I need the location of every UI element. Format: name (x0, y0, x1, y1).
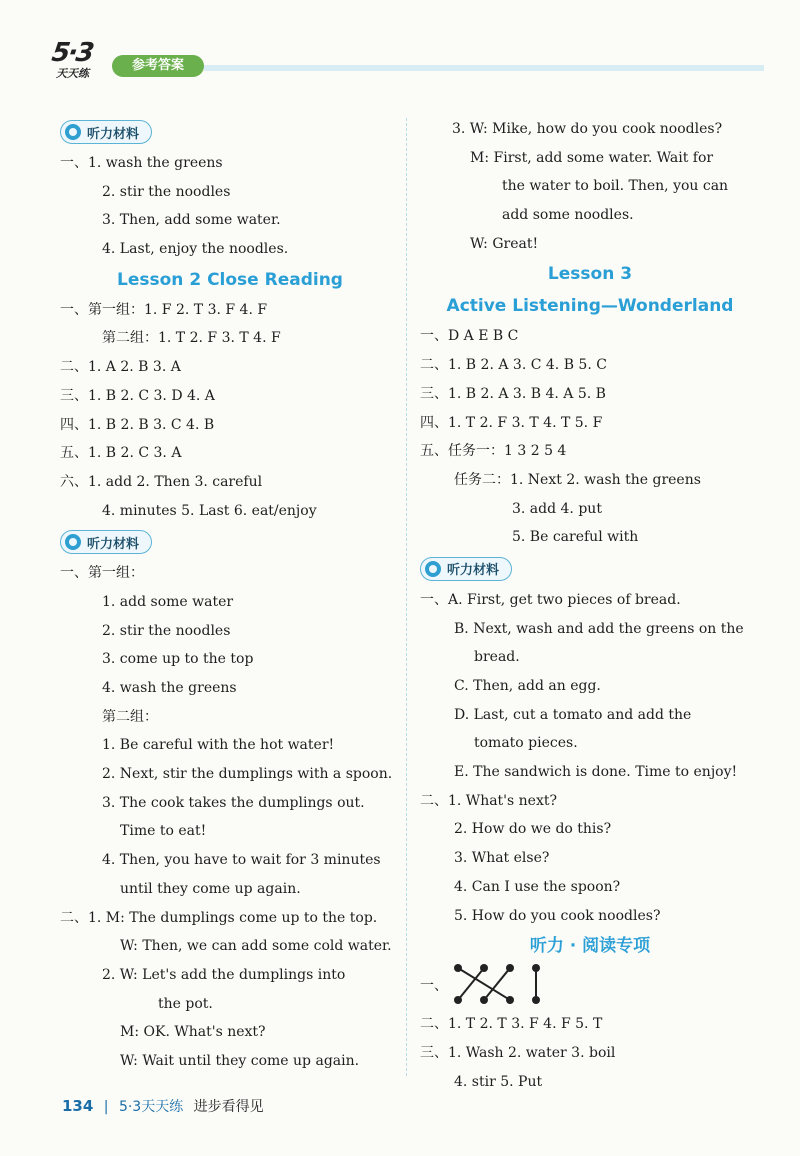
answer-line: Time to eat! (120, 823, 207, 840)
matching-answer (420, 962, 760, 1010)
matching-line (484, 968, 510, 1000)
answer-line: 任务二：1. Next 2. wash the greens (454, 471, 701, 488)
answer-line: 4. Can I use the spoon? (454, 878, 621, 895)
answer-line: 第二组：1. T 2. F 3. T 4. F (102, 330, 281, 347)
answer-line: D. Last, cut a tomato and add the (454, 706, 692, 723)
answer-line: M: First, add some water. Wait for (470, 149, 714, 166)
matching-dot (506, 996, 514, 1004)
page-number: 134 (62, 1097, 94, 1115)
matching-line (458, 968, 510, 1000)
answer-line: tomato pieces. (474, 735, 578, 752)
answer-line: 三、1. B 2. A 3. B 4. A 5. B (420, 385, 606, 402)
answer-line: C. Then, add an egg. (454, 678, 601, 694)
badge-label: 听力材料 (87, 126, 140, 142)
answer-line: 五、任务一：1 3 2 5 4 (420, 443, 567, 460)
footer-separator: | (103, 1099, 109, 1115)
answer-line: 四、1. T 2. F 3. T 4. T 5. F (420, 414, 603, 431)
answer-line: 一、D A E B C (420, 328, 519, 345)
answer-line: 五、1. B 2. C 3. A (60, 445, 182, 462)
answer-line: 2. stir the noodles (102, 183, 231, 200)
matching-line (458, 968, 484, 1000)
matching-lines-diagram (452, 962, 552, 1008)
answer-line: 3. Then, add some water. (102, 212, 281, 229)
listening-material-badge (420, 554, 760, 582)
answer-line: 二、1. A 2. B 3. A (60, 359, 181, 376)
section-title: 听力 · 阅读专项 (529, 936, 651, 957)
answer-line: 三、1. Wash 2. water 3. boil (420, 1044, 616, 1061)
matching-dot (532, 996, 540, 1004)
answer-line: 4. wash the greens (102, 680, 237, 696)
series-slogan: 进步看得见 (193, 1099, 264, 1115)
answer-line: 4. minutes 5. Last 6. eat/enjoy (102, 502, 317, 519)
listening-material-badge (60, 117, 400, 145)
answer-line: 一、第一组：1. F 2. T 3. F 4. F (60, 301, 268, 318)
answer-line: 2. stir the noodles (102, 622, 231, 639)
headphones-icon (65, 534, 81, 550)
answer-line: 3. add 4. put (512, 500, 602, 517)
answer-line: 二、1. T 2. T 3. F 4. F 5. T (420, 1016, 603, 1033)
badge-label: 听力材料 (447, 563, 500, 579)
series-name: 5·3天天练 (118, 1099, 184, 1115)
matching-dot (506, 964, 514, 972)
answer-line: until they come up again. (120, 880, 301, 897)
answer-line: 4. Then, you have to wait for 3 minutes (102, 852, 381, 869)
answer-line: 四、1. B 2. B 3. C 4. B (60, 416, 215, 433)
answer-line: 2. Next, stir the dumplings with a spoon. (102, 766, 393, 783)
listening-material-badge (60, 527, 400, 555)
answer-line: 5. Be careful with (512, 529, 639, 546)
answer-line: 3. What else? (454, 850, 550, 867)
answer-line: W: Wait until they come up again. (120, 1052, 360, 1069)
answer-line: 一、第一组： (60, 565, 144, 582)
matching-dot (454, 964, 462, 972)
headphones-icon (425, 561, 441, 577)
answer-key-tab: 参考答案 (112, 55, 204, 77)
logo-text: 天天练 (56, 67, 89, 80)
answer-line: 二、1. M: The dumplings come up to the top. (60, 909, 378, 926)
answer-line: 二、1. What's next? (420, 792, 557, 809)
answer-line: 3. come up to the top (102, 651, 254, 668)
answer-line: 六、1. add 2. Then 3. careful (60, 473, 263, 490)
brand-logo (49, 38, 110, 86)
answer-line: 2. W: Let's add the dumplings into (102, 966, 346, 983)
answer-line: E. The sandwich is done. Time to enjoy! (454, 764, 738, 781)
right-column (420, 115, 760, 1096)
answer-line: W: Great! (470, 235, 539, 252)
answer-line: 4. Last, enjoy the noodles. (102, 241, 289, 258)
badge-pill (60, 530, 152, 554)
answer-line: the pot. (158, 995, 213, 1012)
answer-line: 2. How do we do this? (454, 821, 612, 838)
badge-pill (60, 120, 152, 144)
answer-line: 1. add some water (102, 593, 234, 610)
matching-dot (454, 996, 462, 1004)
answer-line: M: OK. What's next? (120, 1024, 266, 1041)
badge-label: 听力材料 (87, 536, 140, 552)
answer-line: 二、1. B 2. A 3. C 4. B 5. C (420, 357, 607, 374)
page-footer (62, 1096, 264, 1116)
section-title: Lesson 3 (547, 264, 633, 285)
answer-line-text: 一、 (420, 978, 448, 995)
answer-line: 一、1. wash the greens (60, 155, 223, 171)
matching-dot (532, 964, 540, 972)
answer-line: bread. (474, 649, 520, 666)
header-rule (204, 65, 764, 71)
left-column (60, 115, 400, 1076)
answer-line: 第二组： (102, 708, 158, 725)
answer-line: 1. Be careful with the hot water! (102, 737, 335, 754)
headphones-icon (65, 124, 81, 140)
badge-pill (420, 557, 512, 581)
section-title: Lesson 2 Close Reading (117, 269, 343, 290)
answer-line: 一、A. First, get two pieces of bread. (420, 591, 681, 608)
answer-line: W: Then, we can add some cold water. (120, 938, 392, 955)
answer-line: 3. The cook takes the dumplings out. (102, 794, 365, 811)
logo-mark: 5·3 (49, 38, 95, 68)
answer-line: 3. W: Mike, how do you cook noodles? (452, 121, 723, 137)
answer-line: add some noodles. (502, 207, 634, 224)
answer-line: 4. stir 5. Put (454, 1073, 543, 1090)
answer-line: 三、1. B 2. C 3. D 4. A (60, 387, 215, 404)
answer-line: B. Next, wash and add the greens on the (454, 620, 744, 637)
answer-line: 5. How do you cook noodles? (454, 907, 661, 924)
section-title: Active Listening—Wonderland (446, 296, 734, 317)
column-divider (406, 118, 407, 1076)
matching-dot (480, 964, 488, 972)
answer-line: the water to boil. Then, you can (502, 178, 729, 195)
matching-dot (480, 996, 488, 1004)
